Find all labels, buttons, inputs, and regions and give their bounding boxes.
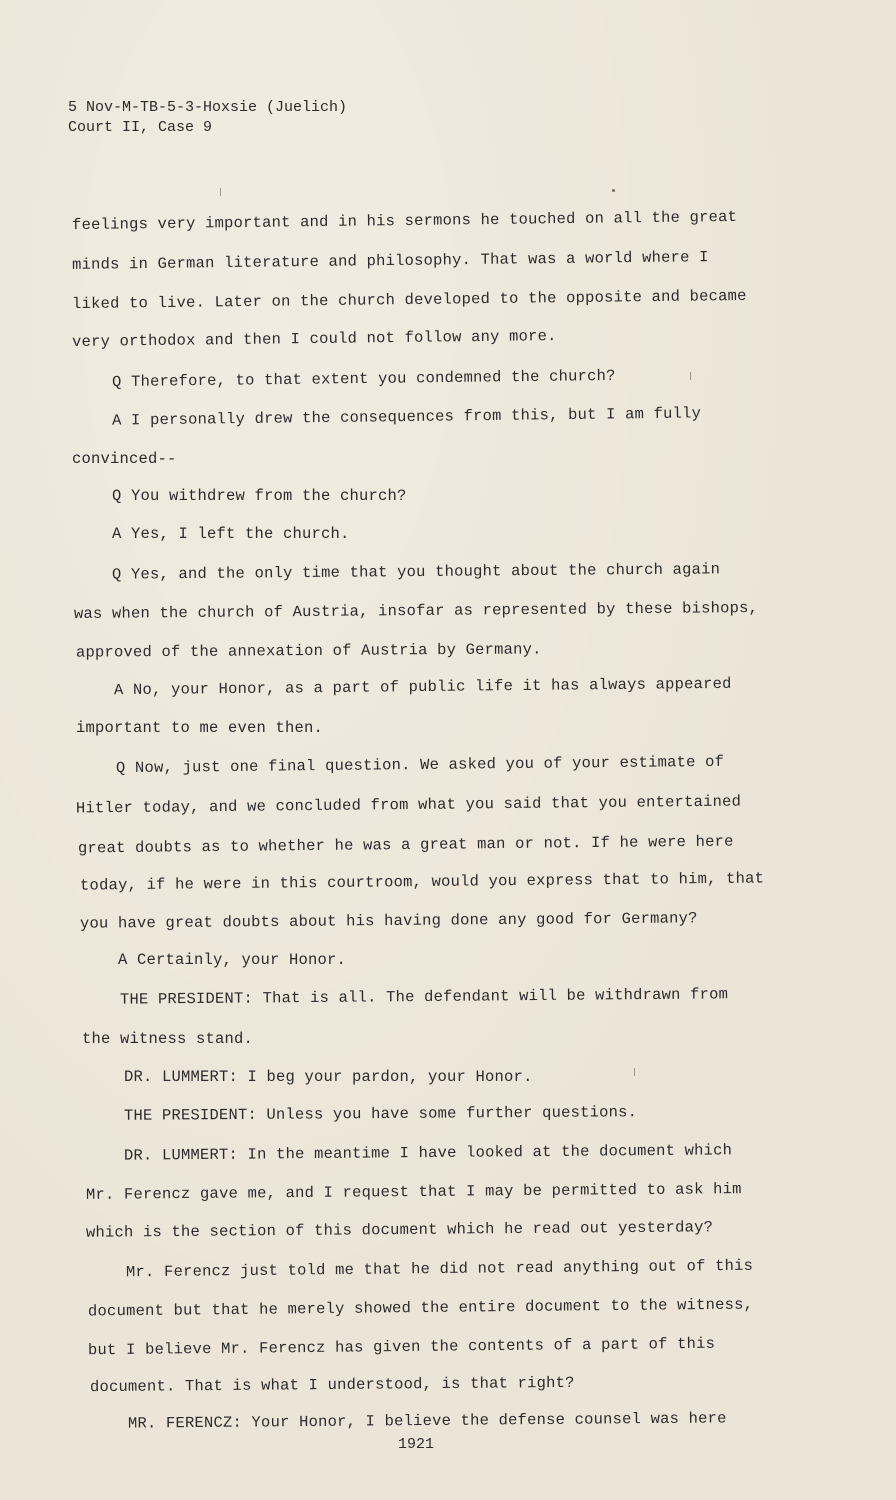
text-line: Mr. Ferencz just told me that he did not read anything out of this — [125, 1256, 754, 1282]
text-line: liked to live. Later on the church developed to the opposite and became — [71, 286, 747, 314]
text-line: great doubts as to whether he was a great man or not. If he were here — [77, 832, 734, 858]
text-line: document. That is what I understood, is that right? — [89, 1373, 575, 1397]
text-line: important to me even then. — [76, 719, 324, 737]
text-line: minds in German literature and philosophy. That was a world where I — [71, 248, 709, 274]
text-line: Hitler today, and we concluded from what you said that you entertained — [75, 792, 742, 818]
speaker-line: MR. FERENCZ: Your Honor, I believe the defense counsel was here — [127, 1409, 727, 1433]
speaker-line: THE PRESIDENT: Unless you have some further questions. — [123, 1103, 638, 1125]
text-line: you have great doubts about his having done any good for Germany? — [79, 909, 698, 933]
paper-mark — [690, 372, 691, 380]
page-number: 1921 — [398, 1436, 435, 1453]
answer-line: A Certainly, your Honor. — [118, 951, 347, 969]
answer-line: A No, your Honor, as a part of public life it has always appeared — [113, 674, 732, 700]
question-line: Q You withdrew from the church? — [112, 487, 407, 505]
text-line: very orthodox and then I could not follow any more. — [71, 327, 557, 351]
text-line: today, if he were in this courtroom, would you express that to him, that — [79, 869, 765, 895]
question-line: Q Yes, and the only time that you thought about the church again — [111, 560, 721, 584]
text-line: document but that he merely showed the entire document to the witness, — [87, 1295, 754, 1321]
header-line-1: 5 Nov-M-TB-5-3-Hoxsie (Juelich) — [68, 99, 348, 116]
document-header — [68, 98, 347, 138]
question-line: Q Therefore, to that extent you condemned the church? — [111, 366, 616, 392]
paper-mark — [220, 188, 221, 196]
text-line: feelings very important and in his sermons he touched on all the great — [71, 207, 738, 235]
speaker-line: THE PRESIDENT: That is all. The defendant will be withdrawn from — [119, 985, 729, 1009]
text-line: which is the section of this document which he read out yesterday? — [85, 1218, 714, 1242]
text-line: convinced-- — [72, 450, 177, 468]
text-line: Mr. Ferencz gave me, and I request that I may be permitted to ask him — [85, 1180, 742, 1204]
speaker-line: DR. LUMMERT: In the meantime I have looked at the document which — [123, 1141, 733, 1165]
answer-line: A Yes, I left the church. — [112, 525, 350, 543]
paper-speck — [612, 189, 615, 192]
text-line: the witness stand. — [82, 1030, 254, 1048]
text-line: approved of the annexation of Austria by Germany. — [75, 640, 542, 662]
speaker-line: DR. LUMMERT: I beg your pardon, your Honor. — [124, 1068, 533, 1086]
answer-line: A I personally drew the consequences from this, but I am fully — [111, 404, 702, 430]
header-line-2: Court II, Case 9 — [68, 119, 213, 136]
paper-mark — [634, 1068, 635, 1076]
text-line: was when the church of Austria, insofar as represented by these bishops, — [73, 599, 759, 623]
question-line: Q Now, just one final question. We asked you of your estimate of — [115, 752, 725, 778]
text-line: but I believe Mr. Ferencz has given the contents of a part of this — [87, 1334, 716, 1360]
